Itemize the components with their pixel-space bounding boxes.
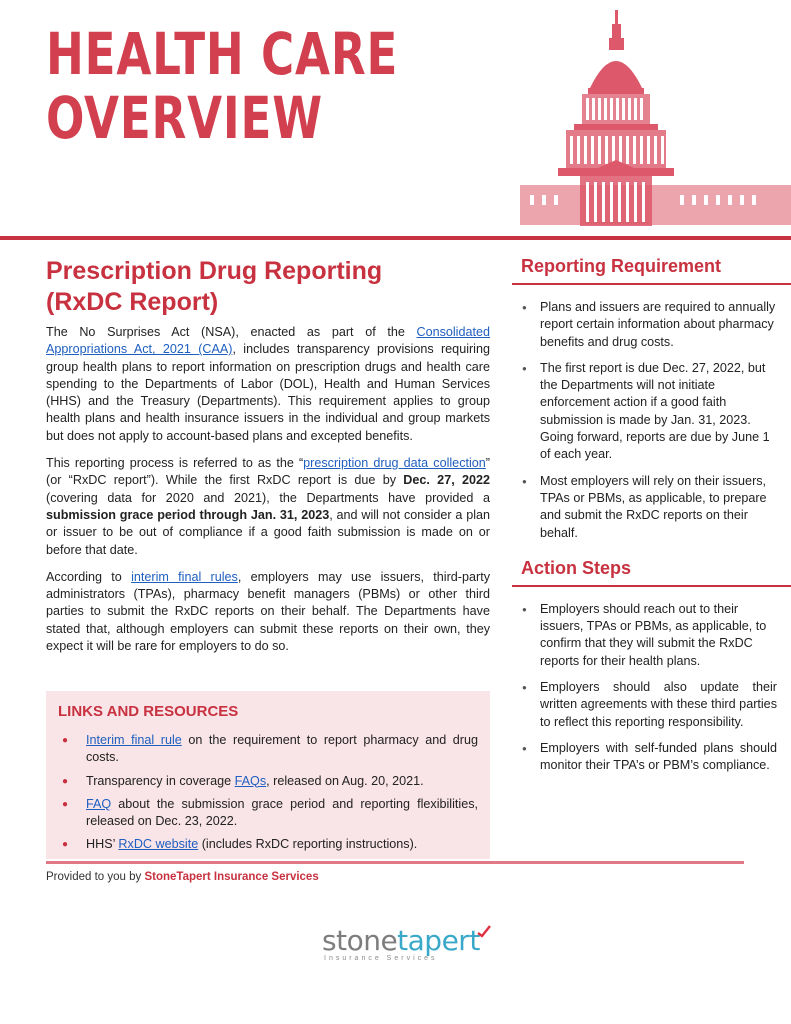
article-title-line2: (RxDC Report) bbox=[46, 288, 219, 316]
list-item: ● Employers should also update their written agreements with these third parties to reflect this reporting responsibility. bbox=[518, 679, 777, 731]
article-title bbox=[46, 256, 490, 318]
header-title-line1: HEALTH CARE bbox=[46, 20, 399, 88]
list-item: ● Employers should reach out to their issuers, TPAs or PBMs, as applicable, to confirm that they will submit the RxDC reports for their health plans. bbox=[518, 601, 777, 670]
sidebar bbox=[512, 256, 791, 784]
list-item bbox=[58, 836, 478, 853]
text: , includes transparency provisions requiring group health plans to report information on prescription drugs and health care spending to the Departments of Labor (DOL), Health and Human Services (HHS) and the Treasury (Departments). This requirement applies to group health plans and health insurance issuers in the individual and group markets but does not apply to account-based plans and excepted benefits. bbox=[46, 342, 490, 443]
rxdc-website-link[interactable]: RxDC website bbox=[118, 837, 199, 852]
text: HHS’ bbox=[86, 837, 119, 852]
article-title-line1: Prescription Drug Reporting bbox=[46, 257, 383, 285]
faqs-link[interactable]: FAQs bbox=[234, 773, 267, 788]
list-item: ● Employers with self-funded plans should monitor their TPA’s or PBM’s compliance. bbox=[518, 740, 777, 775]
prescription-drug-data-collection-link[interactable]: prescription drug data collection bbox=[303, 456, 486, 471]
list-item bbox=[58, 732, 478, 767]
text: This reporting process is referred to as the “ bbox=[46, 456, 304, 471]
list-item: ● Most employers will rely on their issuers, TPAs or PBMs, as applicable, to prepare and submit the RxDC reports on their behalf. bbox=[518, 473, 777, 542]
list-item: ● Plans and issuers are required to annually report certain information about pharmacy benefits and drug costs. bbox=[518, 299, 777, 351]
stonetapert-logo bbox=[322, 924, 492, 974]
action-steps-heading: Action Steps bbox=[512, 558, 791, 587]
article bbox=[46, 256, 490, 665]
due-date: Dec. 27, 2022 bbox=[403, 473, 490, 488]
reporting-requirement-list bbox=[512, 299, 791, 542]
paragraph-intro bbox=[46, 324, 490, 445]
links-heading: LINKS AND RESOURCES bbox=[58, 703, 239, 720]
header-title bbox=[46, 22, 398, 150]
footer-divider bbox=[46, 861, 744, 864]
links-and-resources-box bbox=[46, 691, 490, 859]
text: ” (or “RxDC report”). While the first RxDC report is due by bbox=[46, 456, 490, 488]
logo-stone: stone bbox=[322, 924, 398, 957]
action-steps-list bbox=[512, 601, 791, 775]
reporting-requirement-heading: Reporting Requirement bbox=[512, 256, 791, 285]
list-item bbox=[58, 773, 478, 790]
list-item: ● The first report is due Dec. 27, 2022, but the Departments will not initiate enforcement action if a good faith submission is made by Jan. 31, 2023. Going forward, reports are due by June 1 of each year. bbox=[518, 360, 777, 464]
text: , employers may use issuers, third-party administrators (TPAs), pharmacy benefit managers (PBMs) or other third parties to submit the RxDC reports on their behalf. The Departments have stated that, although employers can submit these reports on their own, they expect it will be rare for employers to do so. bbox=[46, 569, 490, 654]
capitol-building-illustration bbox=[520, 10, 791, 230]
text: Transparency in coverage bbox=[86, 773, 235, 788]
logo-check-icon bbox=[476, 924, 492, 940]
paragraph-reporting-process bbox=[46, 455, 490, 559]
text: (includes RxDC reporting instructions). bbox=[198, 837, 418, 852]
provided-company: StoneTapert Insurance Services bbox=[144, 871, 319, 883]
links-list bbox=[58, 732, 478, 854]
text: , and will not consider a plan or issuer to be out of compliance if a good faith submission is made on or before that date. bbox=[46, 507, 491, 557]
provided-by bbox=[46, 871, 319, 883]
provided-prefix: Provided to you by bbox=[46, 871, 145, 883]
text: The No Surprises Act (NSA), enacted as part of the bbox=[46, 325, 417, 339]
faq-link[interactable]: FAQ bbox=[86, 796, 112, 811]
page-header bbox=[0, 0, 791, 240]
interim-final-rules-link[interactable]: interim final rules bbox=[131, 569, 238, 584]
paragraph-interim-rules bbox=[46, 569, 490, 655]
header-divider bbox=[0, 236, 791, 240]
logo-tapert: tapert bbox=[397, 924, 480, 957]
grace-period: submission grace period through Jan. 31, 2023 bbox=[46, 507, 330, 522]
interim-final-rule-link[interactable]: Interim final rule bbox=[86, 733, 182, 747]
logo-subtitle: Insurance Services bbox=[324, 955, 438, 962]
logo-wordmark bbox=[322, 924, 492, 957]
list-item bbox=[58, 796, 478, 831]
text: , released on Aug. 20, 2021. bbox=[266, 773, 424, 788]
header-title-line2: OVERVIEW bbox=[46, 84, 323, 152]
text: about the submission grace period and reporting flexibilities, released on Dec. 23, 2022. bbox=[86, 796, 478, 829]
text: on the requirement to report pharmacy and drug costs. bbox=[86, 733, 478, 765]
text: (covering data for 2020 and 2021), the Departments have provided a bbox=[46, 490, 490, 505]
text: According to bbox=[46, 569, 132, 584]
caa-link[interactable]: Consolidated Appropriations Act, 2021 (CAA) bbox=[46, 325, 490, 357]
